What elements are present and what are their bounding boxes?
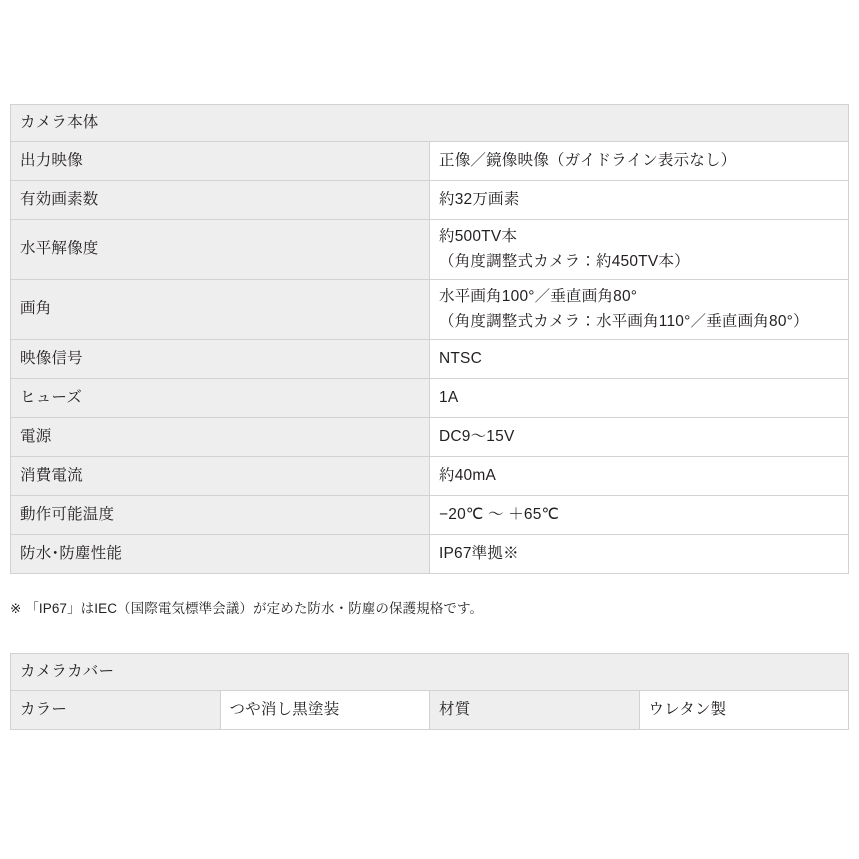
value-line: 水平画角100°／垂直画角80° [439, 288, 638, 306]
value-line: 約40mA [439, 466, 496, 484]
row-value-waterproof-dustproof [430, 535, 849, 574]
table-row [11, 142, 849, 181]
row-value-video-signal [430, 340, 849, 379]
camera-cover-spec-block [10, 653, 849, 730]
row-label-material: 材質 [430, 691, 640, 730]
row-label-power-supply: 電源 [11, 418, 430, 457]
section-title-camera-body: カメラ本体 [11, 105, 849, 142]
table-row [11, 496, 849, 535]
row-value-view-angle [430, 280, 849, 340]
camera-cover-spec-table [10, 653, 849, 730]
table-row [11, 457, 849, 496]
row-value-current-consumption [430, 457, 849, 496]
row-label-current-consumption: 消費電流 [11, 457, 430, 496]
table-row [11, 220, 849, 280]
row-value-effective-pixels [430, 181, 849, 220]
table-row [11, 379, 849, 418]
value-line: 1A [439, 388, 459, 406]
value-line: 約500TV本 [439, 228, 518, 246]
table-row [11, 181, 849, 220]
section-title-camera-cover: カメラカバー [11, 654, 849, 691]
row-label-horizontal-resolution: 水平解像度 [11, 220, 430, 280]
footnote-ip67: ※ 「IP67」はIEC（国際電気標準会議）が定めた防水・防塵の保護規格です。 [10, 601, 484, 616]
table-row [11, 340, 849, 379]
row-label-color: カラー [11, 691, 221, 730]
table-row [11, 280, 849, 340]
table-row [11, 418, 849, 457]
row-value-horizontal-resolution [430, 220, 849, 280]
row-label-effective-pixels: 有効画素数 [11, 181, 430, 220]
row-label-output-video: 出力映像 [11, 142, 430, 181]
row-label-waterproof-dustproof: 防水･防塵性能 [11, 535, 430, 574]
row-label-view-angle: 画角 [11, 280, 430, 340]
camera-body-spec-table [10, 104, 849, 574]
row-value-power-supply [430, 418, 849, 457]
camera-body-spec-block [10, 104, 849, 574]
value-line: DC9〜15V [439, 427, 515, 445]
row-value-output-video [430, 142, 849, 181]
table-section-header-row [11, 654, 849, 691]
row-value-material: ウレタン製 [639, 691, 849, 730]
value-line: （角度調整式カメラ：約450TV本） [439, 252, 690, 270]
value-line: 約32万画素 [439, 190, 520, 208]
row-label-video-signal: 映像信号 [11, 340, 430, 379]
value-line: −20℃ 〜 ＋65℃ [439, 505, 560, 523]
table-row [11, 535, 849, 574]
value-line: （角度調整式カメラ：水平画角110°／垂直画角80°） [439, 312, 809, 330]
row-value-fuse [430, 379, 849, 418]
table-section-header-row [11, 105, 849, 142]
value-line: IP67準拠※ [439, 544, 519, 562]
value-line: NTSC [439, 349, 482, 367]
row-value-color: つや消し黒塗装 [220, 691, 430, 730]
row-value-operating-temperature [430, 496, 849, 535]
row-label-fuse: ヒューズ [11, 379, 430, 418]
table-row [11, 691, 849, 730]
value-line: 正像／鏡像映像（ガイドライン表示なし） [439, 151, 737, 169]
row-label-operating-temperature: 動作可能温度 [11, 496, 430, 535]
